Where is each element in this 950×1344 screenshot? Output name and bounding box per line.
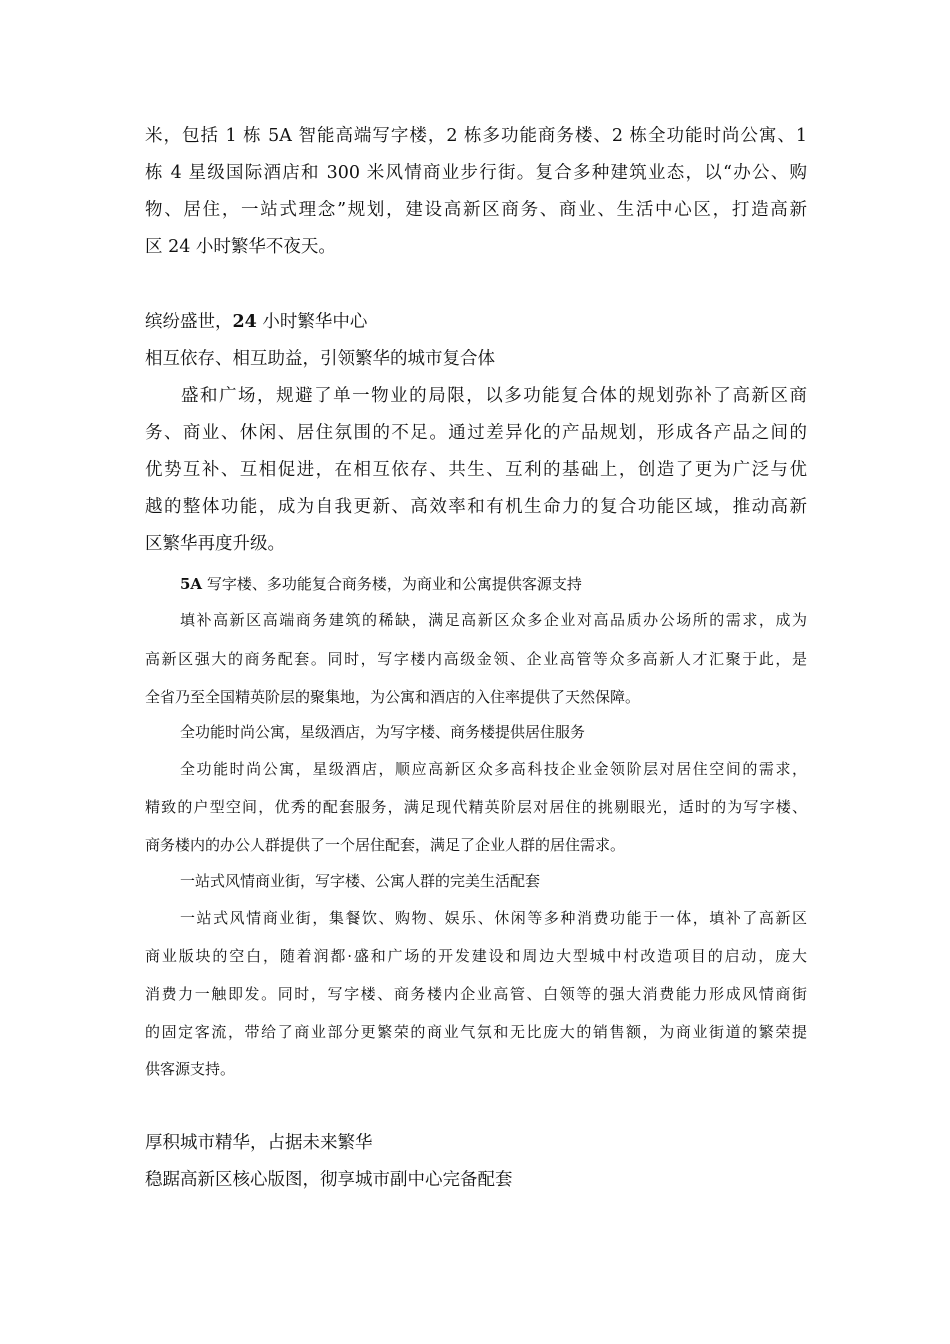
paragraph-line: 盛和广场，规避了单一物业的局限，以多功能复合体的规划弥补了高新区商 xyxy=(181,386,807,406)
block-line: 全功能时尚公寓，星级酒店，顺应高新区众多高科技企业金领阶层对居住空间的需求， xyxy=(180,760,807,778)
section-heading-bold: 24 xyxy=(232,312,257,332)
paragraph-line: 区繁华再度升级。 xyxy=(145,534,285,554)
block-line: 商业版块的空白，随着润都·盛和广场的开发建设和周边大型城中村改造项目的启动，庞大 xyxy=(145,947,807,965)
section-heading-pre: 缤纷盛世， xyxy=(145,312,233,332)
intro-line: 物、居住，一站式理念”规划，建设高新区商务、商业、生活中心区，打造高新 xyxy=(145,200,807,220)
section-heading-post: 小时繁华中心 xyxy=(256,312,368,332)
block-line: 供客源支持。 xyxy=(145,1060,236,1078)
block-title: 一站式风情商业街，写字楼、公寓人群的完美生活配套 xyxy=(180,872,541,890)
block-line: 高新区强大的商务配套。同时，写字楼内高级金领、企业高管等众多高新人才汇聚于此，是 xyxy=(145,650,807,668)
section-subheading: 相互依存、相互助益，引领繁华的城市复合体 xyxy=(145,349,495,369)
block-title xyxy=(180,573,582,594)
intro-line: 栋 4 星级国际酒店和 300 米风情商业步行街。复合多种建筑业态，以“办公、购 xyxy=(145,163,807,183)
intro-line: 米，包括 1 栋 5A 智能高端写字楼，2 栋多功能商务楼、2 栋全功能时尚公寓、1 xyxy=(145,126,807,146)
block-line: 商务楼内的办公人群提供了一个居住配套，满足了企业人群的居住需求。 xyxy=(145,836,626,854)
block-line: 的固定客流，带给了商业部分更繁荣的商业气氛和无比庞大的销售额，为商业街道的繁荣提 xyxy=(145,1023,807,1041)
block-title: 全功能时尚公寓，星级酒店，为写字楼、商务楼提供居住服务 xyxy=(180,723,586,741)
block-title-rest: 写字楼、多功能复合商务楼，为商业和公寓提供客源支持 xyxy=(202,575,582,593)
paragraph-line: 越的整体功能，成为自我更新、高效率和有机生命力的复合功能区域，推动高新 xyxy=(145,497,807,517)
paragraph-line: 优势互补、互相促进，在相互依存、共生、互利的基础上，创造了更为广泛与优 xyxy=(145,460,807,480)
section-heading: 厚积城市精华，占据未来繁华 xyxy=(145,1133,373,1153)
block-line: 全省乃至全国精英阶层的聚集地，为公寓和酒店的入住率提供了天然保障。 xyxy=(145,688,641,706)
intro-line: 区 24 小时繁华不夜天。 xyxy=(145,237,336,257)
block-title-bold: 5A xyxy=(180,575,203,593)
section-heading xyxy=(145,308,367,333)
block-line: 填补高新区高端商务建筑的稀缺，满足高新区众多企业对高品质办公场所的需求，成为 xyxy=(180,611,807,629)
block-line: 消费力一触即发。同时，写字楼、商务楼内企业高管、白领等的强大消费能力形成风情商街 xyxy=(145,985,807,1003)
block-line: 精致的户型空间，优秀的配套服务，满足现代精英阶层对居住的挑剔眼光，适时的为写字楼、 xyxy=(145,798,807,816)
paragraph-line: 务、商业、休闲、居住氛围的不足。通过差异化的产品规划，形成各产品之间的 xyxy=(145,423,807,443)
block-line: 一站式风情商业街，集餐饮、购物、娱乐、休闲等多种消费功能于一体，填补了高新区 xyxy=(180,909,807,927)
section-subheading: 稳踞高新区核心版图，彻享城市副中心完备配套 xyxy=(145,1170,513,1190)
